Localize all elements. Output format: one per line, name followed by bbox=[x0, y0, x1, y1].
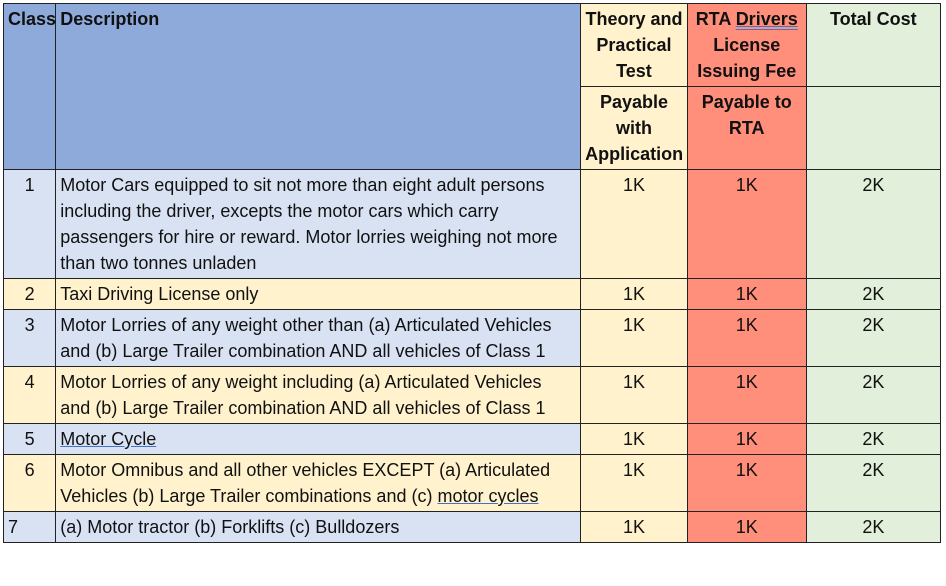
row-rta-fee: 1K bbox=[687, 279, 806, 310]
header-class-label: Class bbox=[8, 9, 57, 29]
row-total-cost: 2K bbox=[806, 424, 940, 455]
row-description-text: Motor Cycle bbox=[60, 429, 157, 449]
header-description-label: Description bbox=[60, 9, 160, 29]
row-description-text: Motor Omnibus and all other vehicles EXCEPT (a) Articulated Vehicles (b) Large Trailer combinations and (c) bbox=[60, 460, 551, 506]
header-rta-suffix: License Issuing Fee bbox=[697, 35, 797, 81]
table-row bbox=[4, 170, 941, 279]
row-rta-fee: 1K bbox=[687, 455, 806, 512]
row-class: 2 bbox=[4, 279, 56, 310]
row-description: (a) Motor tractor (b) Forklifts (c) Bulldozers bbox=[56, 512, 581, 543]
header-rta-drivers: Drivers bbox=[735, 9, 798, 29]
header-rta bbox=[687, 4, 806, 87]
row-total-cost: 2K bbox=[806, 367, 940, 424]
table-row bbox=[4, 512, 941, 543]
header-row bbox=[4, 4, 941, 87]
row-class: 4 bbox=[4, 367, 56, 424]
table-row bbox=[4, 279, 941, 310]
table-row bbox=[4, 455, 941, 512]
subheader-total bbox=[806, 87, 940, 170]
row-description: Motor Cars equipped to sit not more than eight adult persons including the driver, excepts the motor cars which carry passengers for hire or reward. Motor lorries weighing not more than two tonnes unladen bbox=[56, 170, 581, 279]
row-rta-fee: 1K bbox=[687, 170, 806, 279]
header-total bbox=[806, 4, 940, 87]
row-class: 7 bbox=[4, 512, 56, 543]
row-theory-fee: 1K bbox=[581, 310, 688, 367]
row-class: 6 bbox=[4, 455, 56, 512]
row-description-tail: motor cycles bbox=[437, 486, 539, 506]
subheader-theory bbox=[581, 87, 688, 170]
row-class: 1 bbox=[4, 170, 56, 279]
row-total-cost: 2K bbox=[806, 512, 940, 543]
header-theory-label: Theory and Practical Test bbox=[585, 9, 683, 81]
row-theory-fee: 1K bbox=[581, 170, 688, 279]
row-total-cost: 2K bbox=[806, 279, 940, 310]
header-class bbox=[4, 4, 56, 170]
row-rta-fee: 1K bbox=[687, 310, 806, 367]
row-class: 3 bbox=[4, 310, 56, 367]
row-description: Motor Lorries of any weight other than (a) Articulated Vehicles and (b) Large Trailer combination AND all vehicles of Class 1 bbox=[56, 310, 581, 367]
row-description: Taxi Driving License only bbox=[56, 279, 581, 310]
row-description bbox=[56, 455, 581, 512]
row-theory-fee: 1K bbox=[581, 279, 688, 310]
row-theory-fee: 1K bbox=[581, 424, 688, 455]
header-description bbox=[56, 4, 581, 170]
row-rta-fee: 1K bbox=[687, 512, 806, 543]
subheader-rta bbox=[687, 87, 806, 170]
header-rta-prefix: RTA bbox=[695, 9, 736, 29]
row-rta-fee: 1K bbox=[687, 424, 806, 455]
row-theory-fee: 1K bbox=[581, 367, 688, 424]
header-total-label: Total Cost bbox=[830, 9, 917, 29]
row-theory-fee: 1K bbox=[581, 512, 688, 543]
row-description: Motor Lorries of any weight including (a) Articulated Vehicles and (b) Large Trailer combination AND all vehicles of Class 1 bbox=[56, 367, 581, 424]
row-theory-fee: 1K bbox=[581, 455, 688, 512]
table-row bbox=[4, 310, 941, 367]
table-row bbox=[4, 367, 941, 424]
subheader-rta-label: Payable to RTA bbox=[701, 92, 792, 138]
row-total-cost: 2K bbox=[806, 310, 940, 367]
subheader-theory-label: Payable with Application bbox=[585, 92, 684, 164]
row-total-cost: 2K bbox=[806, 170, 940, 279]
row-description bbox=[56, 424, 581, 455]
license-fee-table bbox=[3, 3, 941, 543]
row-total-cost: 2K bbox=[806, 455, 940, 512]
header-theory bbox=[581, 4, 688, 87]
table-row bbox=[4, 424, 941, 455]
row-class: 5 bbox=[4, 424, 56, 455]
row-rta-fee: 1K bbox=[687, 367, 806, 424]
